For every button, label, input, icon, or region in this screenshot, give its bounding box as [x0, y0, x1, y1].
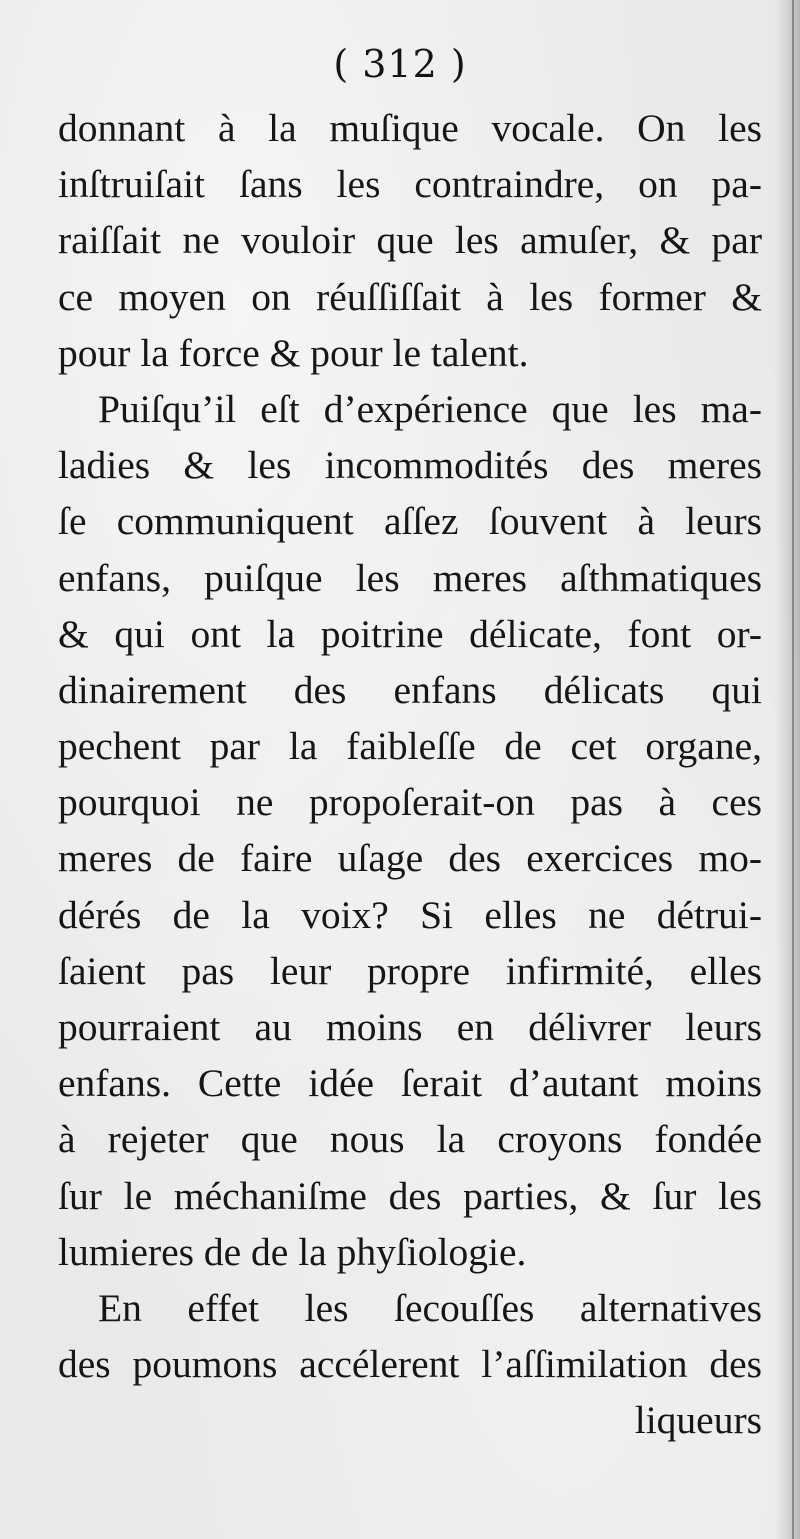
text-line: ladies & les incommodités des meres	[58, 443, 762, 488]
text-line: inſtruiſait ſans les contraindre, on pa-	[58, 162, 762, 207]
page-number: ( 312 )	[333, 42, 467, 86]
text-line: des poumons accélerent l’aſſimilation des	[58, 1342, 762, 1387]
text-line: pourquoi ne propoſerait-on pas à ces	[58, 780, 762, 825]
text-line: pourraient au moins en délivrer leurs	[58, 1005, 762, 1049]
text-line: dérés de la voix? Si elles ne détrui-	[58, 892, 762, 937]
text-line: donnant à la muſique vocale. On les	[58, 106, 762, 150]
text-line: pour la force & pour le talent.	[58, 330, 529, 375]
text-line: pechent par la faibleſſe de cet organe,	[58, 724, 762, 769]
text-line: Puiſqu’il eſt d’expérience que les ma-	[98, 386, 762, 431]
binding-shadow	[774, 0, 800, 1539]
text-line: meres de faire uſage des exercices mo-	[58, 836, 762, 881]
page-edge-line	[792, 0, 794, 1539]
text-line: enfans, puiſque les meres aſthmatiques	[58, 555, 762, 600]
text-line: lumieres de de la phyſiologie.	[58, 1229, 527, 1274]
text-line: ſe communiquent aſſez ſouvent à leurs	[58, 499, 762, 544]
catchword: liqueurs	[634, 1398, 762, 1443]
text-line: & qui ont la poitrine délicate, font or-	[58, 611, 762, 656]
text-line: ſaient pas leur propre infirmité, elles	[58, 948, 762, 993]
text-line: raiſſait ne vouloir que les amuſer, & par	[58, 218, 762, 263]
text-line: enfans. Cette idée ſerait d’autant moins	[58, 1061, 762, 1106]
text-line: En effet les ſecouſſes alternatives	[98, 1285, 762, 1330]
text-line: ſur le méchaniſme des parties, & ſur les	[58, 1173, 762, 1218]
text-line: ce moyen on réuſſiſſait à les former &	[58, 274, 762, 319]
text-line: dinairement des enfans délicats qui	[58, 667, 762, 712]
text-line: à rejeter que nous la croyons fondée	[58, 1117, 762, 1162]
body-text	[58, 100, 762, 1449]
